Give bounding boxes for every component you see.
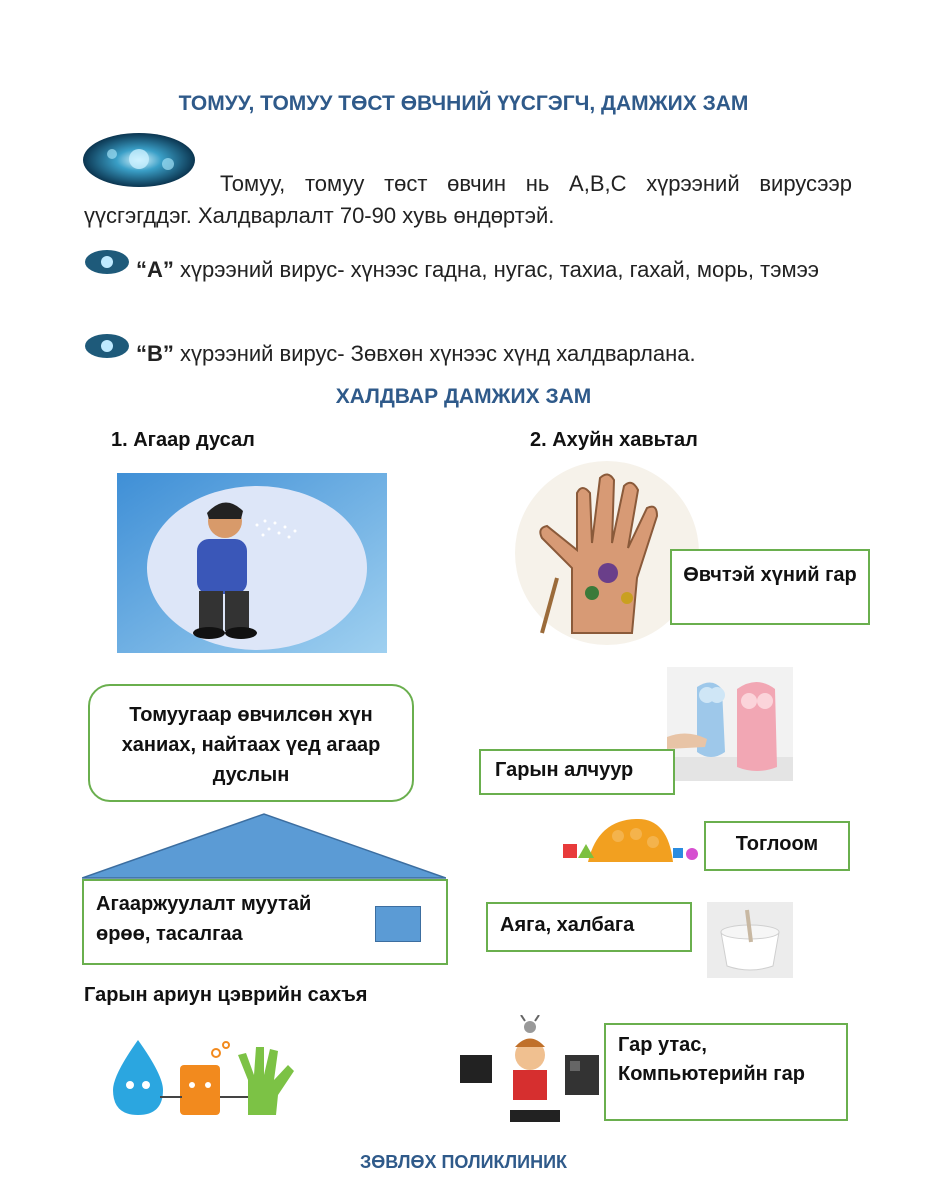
virus-b-text: хүрээний вирус- Зөвхөн хүнээс хүнд халдварлана. (173, 341, 696, 366)
toy-image (558, 814, 704, 868)
cup-image (707, 902, 793, 978)
cough-text: Томуугаар өвчилсөн хүн ханиах, найтаах үед агаар дуслын (121, 704, 381, 786)
sneezing-person-image (117, 473, 387, 653)
house-roof (82, 812, 446, 880)
virus-a-text: хүрээний вирус- хүнээс гадна, нугас, тахиа, гахай, морь, тэмээ (173, 257, 820, 282)
phone-box (604, 1023, 848, 1121)
room-box (82, 879, 448, 965)
cup-text: Аяга, халбага (500, 914, 635, 936)
phone-text: Гар утас, Компьютерийн гар (618, 1034, 805, 1085)
toy-box (704, 821, 850, 871)
cough-box (88, 684, 414, 802)
hygiene-characters-image (98, 1035, 306, 1125)
window-shape (375, 906, 421, 942)
virus-b-label: “B” (136, 341, 174, 366)
intro-text: Томуу, томуу төст өвчин нь А,В,С хүрээний вирусээр үүсгэгддэг. Халдварлалт 70-90 хувь өндөртэй. (84, 171, 852, 228)
towel-text: Гарын алчуур (495, 759, 634, 781)
towel-image (667, 667, 793, 781)
footer-clinic-name: ЗӨВЛӨХ ПОЛИКЛИНИК (360, 1152, 567, 1172)
virus-b-paragraph (84, 338, 852, 370)
airborne-heading: 1. Агаар дусал (111, 429, 255, 451)
sick-hand-text: Өвчтэй хүний гар (683, 564, 857, 586)
virus-a-label: “A” (136, 257, 174, 282)
sick-hand-box (670, 549, 870, 625)
room-text: Агааржуулалт муутай өрөө, тасалгаа (96, 893, 312, 945)
routes-title: ХАЛДВАР ДАМЖИХ ЗАМ (335, 385, 592, 408)
hygiene-heading: Гарын ариун цэврийн сахъя (84, 984, 368, 1006)
toy-text: Тоглоом (735, 833, 819, 855)
contact-heading: 2. Ахуйн хавьтал (530, 429, 698, 451)
page-title: ТОМУУ, ТОМУУ ТӨСТ ӨВЧНИЙ ҮҮСГЭГЧ, ДАМЖИХ ЗАМ (178, 92, 749, 115)
computer-user-image (455, 1015, 605, 1133)
towel-box (479, 749, 675, 795)
cup-box (486, 902, 692, 952)
intro-paragraph (84, 168, 852, 232)
virus-a-paragraph (84, 254, 852, 286)
